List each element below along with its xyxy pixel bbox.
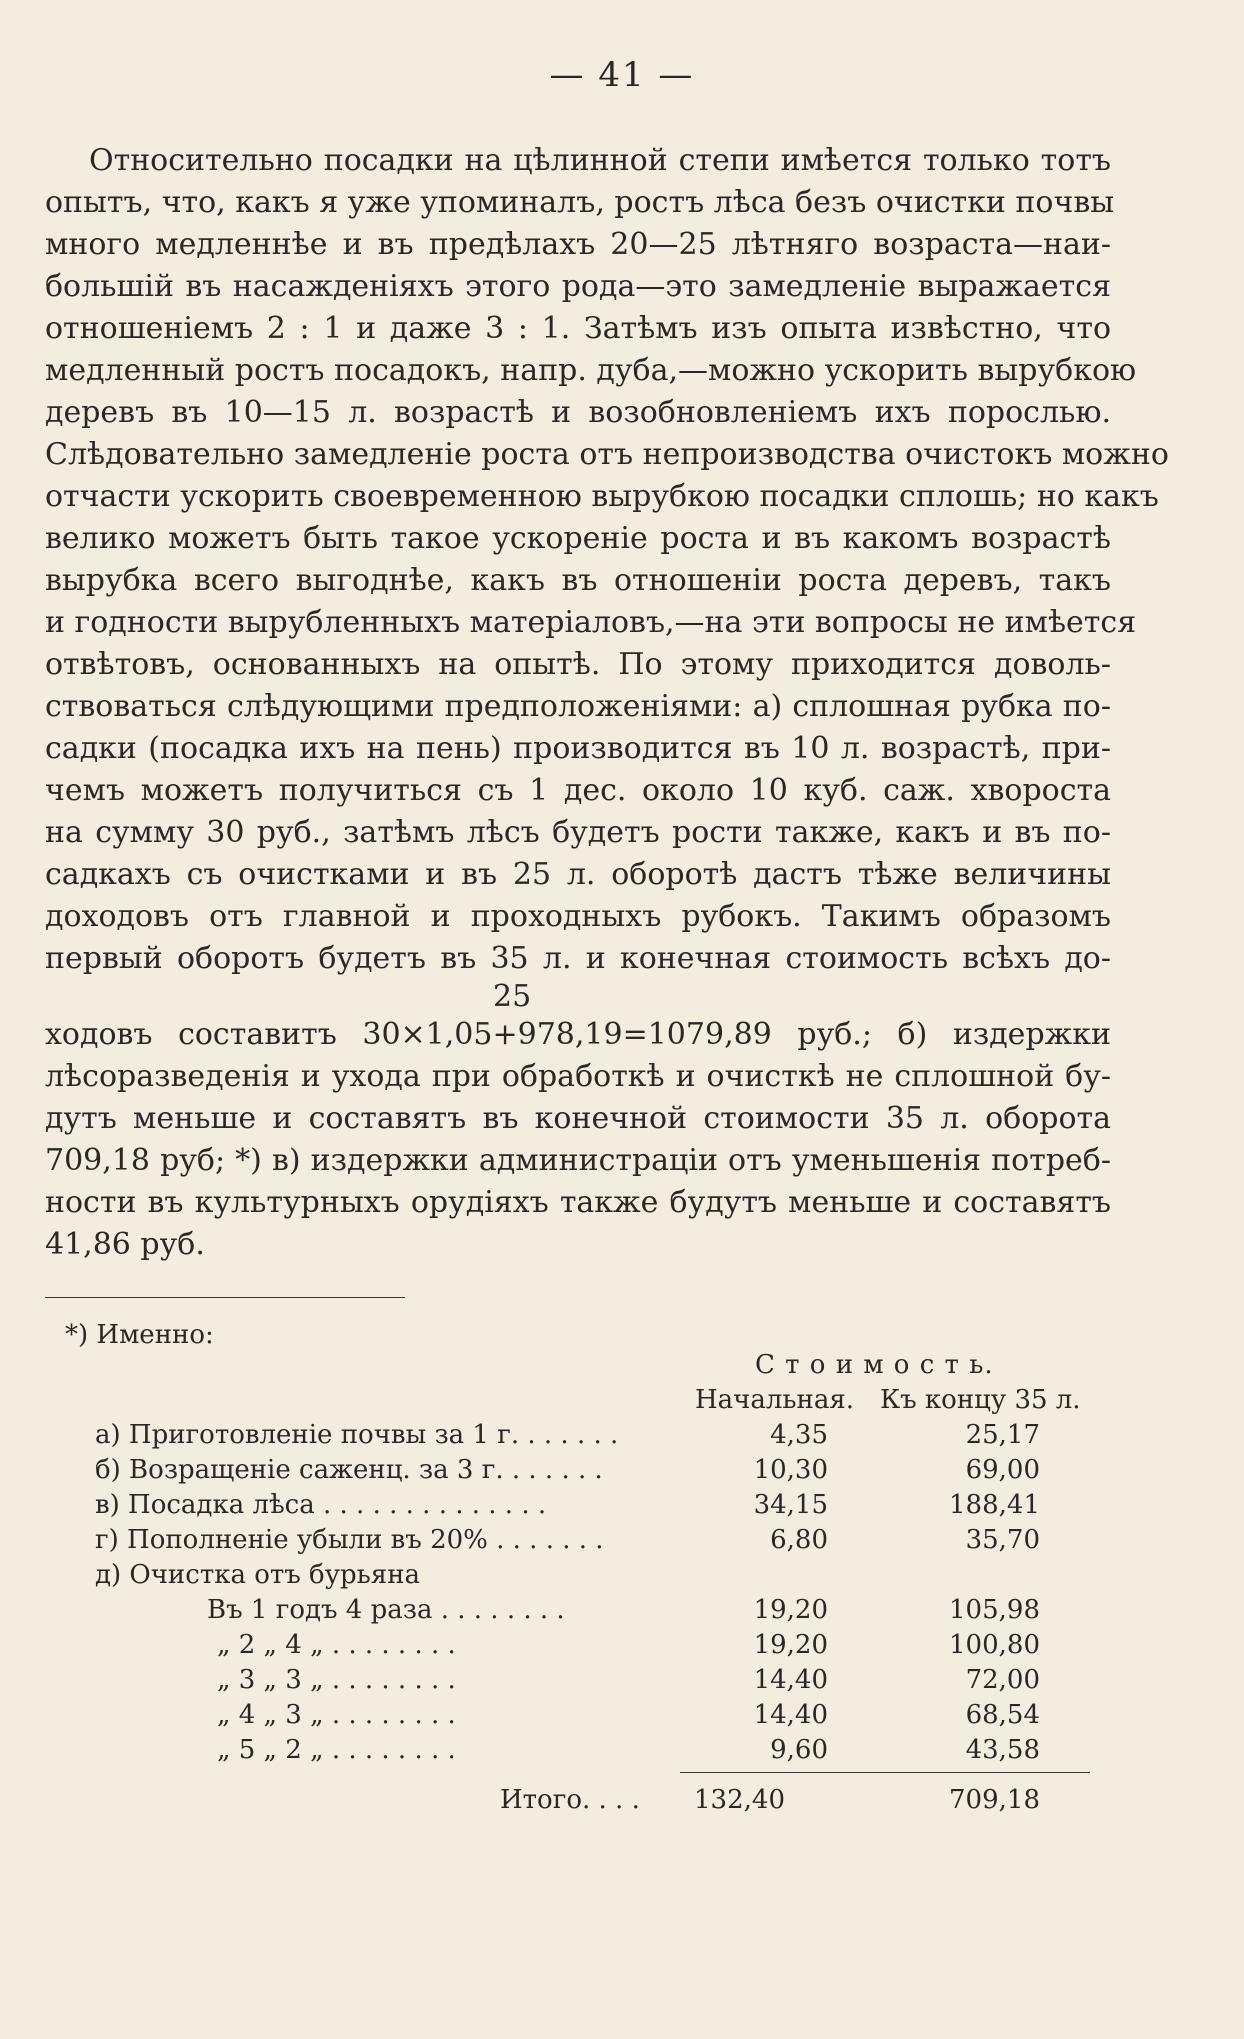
text-line: большій въ насажденіяхъ этого рода—это замедленіе выражается (45, 269, 1111, 304)
text-line: лѣсоразведенія и ухода при обработкѣ и очисткѣ не сплошной бу- (45, 1059, 1111, 1094)
table-cell-final: 35,70 (965, 1525, 1040, 1555)
text-line: доходовъ отъ главной и проходныхъ рубокъ. Такимъ образомъ (45, 899, 1111, 934)
exponent: 25 (493, 979, 532, 1014)
table-cell-initial: 4,35 (770, 1420, 828, 1450)
table-cell-final: 69,00 (965, 1455, 1040, 1485)
col-header-final: Къ концу 35 л. (880, 1385, 1081, 1415)
table-cell-initial: 19,20 (753, 1630, 828, 1660)
text-line: на сумму 30 руб., затѣмъ лѣсъ будетъ рости также, какъ и въ по- (45, 815, 1111, 850)
table-cell-initial: 6,80 (770, 1525, 828, 1555)
table-cell-initial: 34,15 (753, 1490, 828, 1520)
text-line: велико можетъ быть такое ускореніе роста и въ какомъ возрастѣ (45, 521, 1111, 556)
text-line: 709,18 руб; *) в) издержки администраціи отъ уменьшенія потреб- (45, 1143, 1111, 1178)
table-row-label: Въ 1 годъ 4 раза . . . . . . . . (207, 1595, 565, 1625)
text-line: деревъ въ 10—15 л. возрастѣ и возобновленіемъ ихъ порослью. (45, 395, 1111, 430)
table-cell-final: 72,00 (965, 1665, 1040, 1695)
table-cell-final: 43,58 (965, 1735, 1040, 1765)
table-cell-initial: 10,30 (753, 1455, 828, 1485)
table-row-label: „ 2 „ 4 „ . . . . . . . . (217, 1630, 456, 1660)
cost-header: С т о и м о с т ь. (755, 1350, 994, 1380)
table-row-label: „ 4 „ 3 „ . . . . . . . . (217, 1700, 456, 1730)
table-cell-final: 68,54 (965, 1700, 1040, 1730)
table-cell-initial: 9,60 (770, 1735, 828, 1765)
text-line: отчасти ускорить своевременною вырубкою посадки сплошь; но какъ (45, 479, 1159, 514)
footnote-intro: *) Именно: (65, 1320, 214, 1350)
table-row-label: д) Очистка отъ бурьяна (95, 1560, 421, 1590)
text-line: 41,86 руб. (45, 1227, 205, 1262)
text-line: дутъ меньше и составятъ въ конечной стоимости 35 л. оборота (45, 1101, 1111, 1136)
text-line: медленный ростъ посадокъ, напр. дуба,—можно ускорить вырубкою (45, 353, 1137, 388)
text-line: Относительно посадки на цѣлинной степи имѣется только тотъ (89, 143, 1111, 178)
table-row-label: „ 5 „ 2 „ . . . . . . . . (217, 1735, 456, 1765)
table-cell-final: 100,80 (949, 1630, 1040, 1660)
text-line: много медленнѣе и въ предѣлахъ 20—25 лѣтняго возраста—наи- (45, 227, 1111, 262)
total-final: 709,18 (949, 1785, 1040, 1815)
footnote-divider (45, 1297, 405, 1298)
table-cell-initial: 14,40 (753, 1700, 828, 1730)
text-line: первый оборотъ будетъ въ 35 л. и конечная стоимость всѣхъ до- (45, 941, 1111, 976)
text-line: отвѣтовъ, основанныхъ на опытѣ. По этому приходится доволь- (45, 647, 1111, 682)
text-line: садкахъ съ очистками и въ 25 л. оборотѣ дастъ тѣже величины (45, 857, 1111, 892)
text-line: и годности вырубленныхъ матеріаловъ,—на эти вопросы не имѣется (45, 605, 1137, 640)
main-paragraph (45, 140, 1169, 1266)
text-line: ходовъ составитъ 30×1,05+978,19=1079,89 руб.; б) издержки (45, 1017, 1111, 1052)
table-cell-final: 25,17 (965, 1420, 1040, 1450)
page-number: — 41 — (549, 55, 695, 95)
col-header-initial: Начальная. (695, 1385, 855, 1415)
table-row-label: г) Пополненіе убыли въ 20% . . . . . . . (95, 1525, 604, 1555)
table-cell-final: 105,98 (949, 1595, 1040, 1625)
text-line: вырубка всего выгоднѣе, какъ въ отношеніи роста деревъ, такъ (45, 563, 1111, 598)
table-row-label: б) Возращеніе саженц. за 3 г. . . . . . . (95, 1455, 603, 1485)
table-row-label: а) Приготовленіе почвы за 1 г. . . . . . . (95, 1420, 619, 1450)
total-label: Итого. . . . (500, 1785, 640, 1815)
text-line: опытъ, что, какъ я уже упоминалъ, ростъ лѣса безъ очистки почвы (45, 185, 1115, 220)
table-cell-initial: 19,20 (753, 1595, 828, 1625)
text-line: ности въ культурныхъ орудіяхъ также будутъ меньше и составятъ (45, 1185, 1111, 1220)
text-line: садки (посадка ихъ на пень) производится въ 10 л. возрастѣ, при- (45, 731, 1111, 766)
table-row-label: „ 3 „ 3 „ . . . . . . . . (217, 1665, 456, 1695)
text-line: ствоваться слѣдующими предположеніями: а) сплошная рубка по- (45, 689, 1111, 724)
table-cell-final: 188,41 (949, 1490, 1040, 1520)
table-cell-initial: 14,40 (753, 1665, 828, 1695)
total-initial: 132,40 (694, 1785, 785, 1815)
text-line: чемъ можетъ получиться съ 1 дес. около 10 куб. саж. хвороста (45, 773, 1111, 808)
total-divider (680, 1772, 1090, 1773)
text-line: Слѣдовательно замедленіе роста отъ непроизводства очистокъ можно (45, 437, 1169, 472)
text-line: отношеніемъ 2 : 1 и даже 3 : 1. Затѣмъ изъ опыта извѣстно, что (45, 311, 1111, 346)
table-row-label: в) Посадка лѣса . . . . . . . . . . . . . . (95, 1490, 547, 1520)
